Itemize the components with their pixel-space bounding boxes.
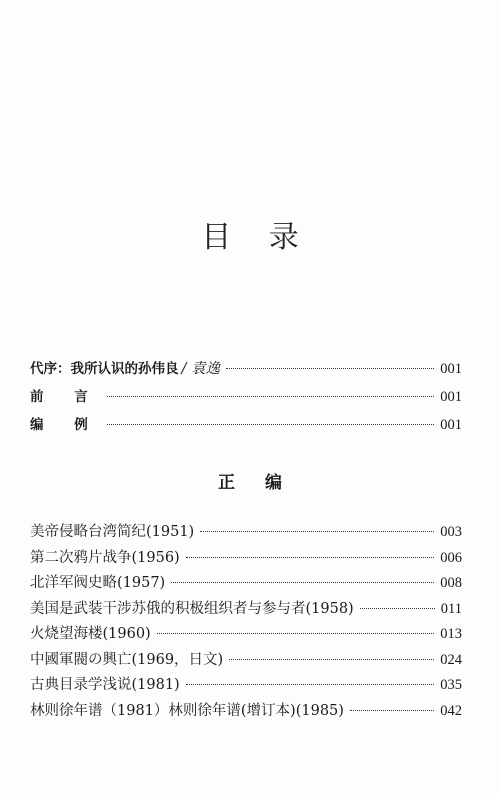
toc-entry-page: 042 [440,702,462,719]
dot-leader [350,710,434,711]
toc-entry-page: 006 [440,549,462,566]
toc-entry-page: 035 [440,677,462,693]
toc-entry-title: 第二次鸦片战争(1956) [30,549,180,566]
toc-entry-title: 古典目录学浅说(1981) [30,677,180,693]
main-toc [30,520,462,724]
dot-leader [229,659,434,660]
toc-entry[interactable] [30,673,462,699]
dot-leader [226,368,434,369]
toc-entry-page: 011 [440,600,462,617]
dot-leader [171,582,434,583]
toc-entry[interactable] [30,520,462,546]
dot-leader [186,557,435,558]
toc-entry-title: 美帝侵略台湾简纪(1951) [30,524,195,540]
toc-entry-author: / 袁逸 [181,361,220,377]
toc-entry-title: 北洋军阀史略(1957) [30,575,166,591]
toc-entry-title: 中國軍閥の興亡(1969，日文) [30,651,224,668]
toc-entry-page: 001 [440,361,462,377]
toc-entry-preface[interactable] [30,385,462,413]
toc-entry[interactable] [30,699,462,725]
front-matter-toc [30,357,462,441]
toc-entry-title: 林则徐年谱（1981）林则徐年谱(增订本)(1985) [30,702,344,719]
toc-entry-title: 火烧望海楼(1960) [30,626,151,642]
toc-entry[interactable] [30,597,462,623]
dot-leader [157,633,435,634]
toc-entry-page: 003 [440,524,462,540]
dot-leader [107,424,435,425]
toc-entry-title: 美国是武装干涉苏俄的积极组织者与参与者(1958) [30,600,354,617]
toc-entry-page: 001 [440,389,462,405]
toc-entry-page: 008 [440,575,462,591]
toc-entry-editorial-notes[interactable] [30,413,462,441]
toc-entry[interactable] [30,648,462,674]
toc-entry-page: 013 [440,626,462,642]
toc-entry[interactable] [30,546,462,572]
toc-entry-title: 代序：我所认识的孙伟良 [30,361,179,377]
toc-entry[interactable] [30,622,462,648]
dot-leader [360,608,435,609]
toc-entry[interactable] [30,571,462,597]
toc-entry-page: 024 [440,651,462,668]
page-title: 目 录 [201,220,313,255]
dot-leader [200,531,434,532]
toc-entry-title: 前 言 [30,389,101,405]
dot-leader [186,684,435,685]
dot-leader [107,396,435,397]
toc-entry-page: 001 [440,417,462,433]
section-heading: 正 编 [218,473,294,493]
toc-entry-title: 编 例 [30,417,101,433]
toc-entry-preface-foreword[interactable] [30,357,462,385]
